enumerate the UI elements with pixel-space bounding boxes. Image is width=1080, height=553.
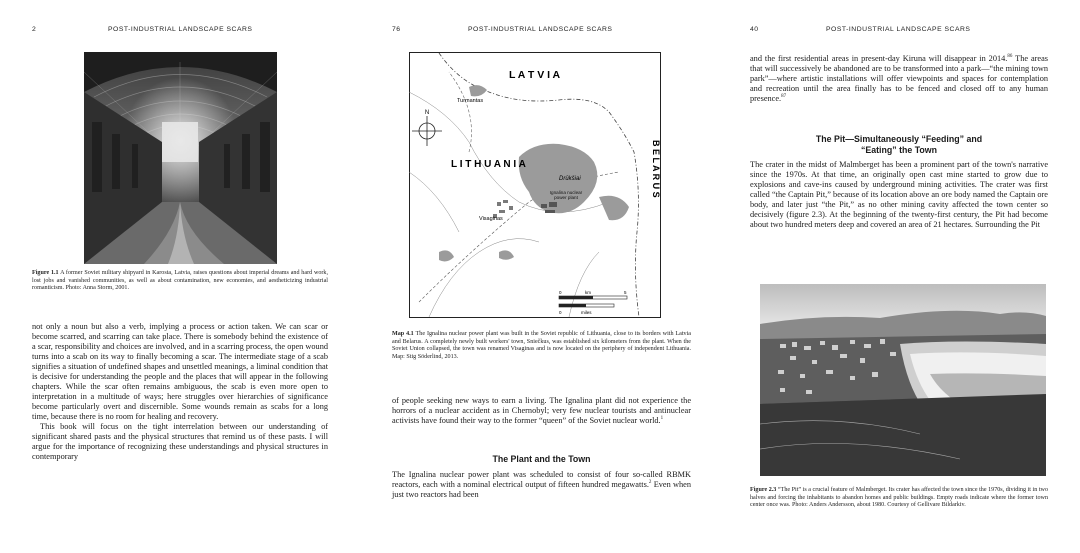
page-number: 40 bbox=[750, 26, 759, 33]
running-header bbox=[392, 26, 691, 38]
label-lake: Drūkšiai bbox=[559, 176, 581, 182]
figure-photo-shipyard bbox=[84, 52, 277, 264]
map-caption bbox=[392, 331, 691, 361]
paragraph: The crater in the midst of Malmberget has been a prominent part of the town's narrative since the 1970s. At that time, an originally open cast mine started to grow due to explosions and cave-ins caused by underground mining activities. The crater was first called “the Captain Pit,” because of its location above an ore body named the Captain ore body, and later just “the Pit,” as no other mining cavity affected the town center so decisively (figure 2.3). At the beginning of the twenty-first century, the Pit had become about two hundred meters deep and covered an area of 21 hectares. Surrounding the Pit bbox=[750, 160, 1048, 229]
paragraph: of people seeking new ways to earn a living. The Ignalina plant did not experience the horrors of a nuclear accident as in Chernobyl; very few nuclear tourists and antinuclear activists have found their way to the former “queen” of the Soviet nuclear world.$^1$ bbox=[392, 396, 691, 425]
paragraph: The Ignalina nuclear power plant was scheduled to consist of four so-called RBMK reactors, each with a nominal electrical output of fifteen hundred megawatts.$^2$ Even when just two reactors had been bbox=[392, 470, 692, 499]
header-title: POST-INDUSTRIAL LANDSCAPE SCARS bbox=[826, 26, 971, 33]
figure-caption bbox=[750, 487, 1048, 510]
page-right bbox=[750, 0, 1048, 553]
figure-caption bbox=[32, 270, 328, 293]
map-ignalina bbox=[409, 52, 661, 318]
paragraph: This book will focus on the tight interrelation between our understanding of significant shared pasts and the physical structures that remind us of these pasts. I will argue for the importance of recognizing these understandings and physical structures in contemporary bbox=[32, 422, 328, 461]
body-text bbox=[392, 470, 691, 500]
scale-five: 5 bbox=[624, 290, 627, 295]
section-heading: The Plant and the Town bbox=[492, 454, 591, 464]
label-lithuania: L I T H U A N I A bbox=[451, 159, 526, 170]
label-plant: Ignalina nuclear power plant bbox=[549, 190, 583, 200]
paragraph: not only a noun but also a verb, implying a process or action taken. We can scar or become scarred, and scarring can take place. There is somebody behind the existence of a scar, responsibility and choices are involved, and in a scarring process, the open wound turns into a scab on its way to finally becoming a scar. The intermediate stage of a scab signifies a situation of undefined shapes and unsettled meanings, a liminal condition that is decisive for understanding the people and the places that will appear in the following chapters. While the scar often remains ambiguous, the scab is even more open to interpretation in a multitude of ways; here struggles over hierarchies of significance become particularly overt and discernible. Some wounds remain as scabs for a long time, because there is no room for healing and recovery. bbox=[32, 322, 328, 421]
footnote-marker: 87 bbox=[781, 94, 787, 100]
section-heading-wrap bbox=[392, 454, 691, 465]
header-title: POST-INDUSTRIAL LANDSCAPE SCARS bbox=[108, 26, 253, 33]
page-number: 2 bbox=[32, 26, 37, 33]
north-label: N bbox=[424, 110, 430, 116]
header-title: POST-INDUSTRIAL LANDSCAPE SCARS bbox=[468, 26, 613, 33]
footnote-marker: 2 bbox=[648, 480, 652, 486]
body-text bbox=[750, 54, 1048, 104]
section-heading-line: The Pit—Simultaneously “Feeding” and bbox=[815, 134, 983, 144]
figure-photo-malmberget-pit bbox=[760, 284, 1046, 476]
label-belarus: B E L A R U S bbox=[651, 140, 661, 198]
body-text bbox=[392, 396, 691, 426]
scale-zero: 0 bbox=[559, 290, 562, 295]
running-header bbox=[32, 26, 328, 38]
section-heading-line: “Eating” the Town bbox=[860, 145, 938, 155]
label-visaginas: Visaginas bbox=[479, 216, 503, 222]
page-left bbox=[32, 0, 328, 553]
paragraph: and the first residential areas in present-day Kiruna will disappear in 2014.86 The areas that will successively be abandoned are to be transformed into a park—“the mining town park”—where artistic installations will offer viewpoints and spaces for contemplation and recreation until the area finally has to be fenced and closed off to any human presence.$^{87}$ bbox=[750, 54, 1048, 103]
footnote-marker: 1 bbox=[660, 416, 664, 422]
figure-label: Figure 1.1 bbox=[32, 270, 59, 276]
body-text bbox=[750, 160, 1048, 230]
running-header bbox=[750, 26, 1048, 38]
scale-km: km bbox=[585, 290, 591, 295]
page-number: 76 bbox=[392, 26, 401, 33]
label-latvia: L A T V I A bbox=[509, 69, 561, 81]
page-middle bbox=[392, 0, 691, 553]
footnote-marker: 86 bbox=[1007, 54, 1013, 60]
caption-text: A former Soviet military shipyard in Karosta, Latvia, raises questions about imperial dreams and hard work, lost jobs and vanished communities, as well as about contamination, new economies, and aestheticizing industrial romanticism. Photo: Anna Storm, 2001. bbox=[32, 270, 328, 292]
map-label: Map 4.1 bbox=[392, 331, 414, 337]
scale-zero: 0 bbox=[559, 310, 562, 315]
figure-label: Figure 2.3 bbox=[750, 487, 777, 493]
label-turmantas: Turmantas bbox=[457, 98, 484, 104]
caption-text: “The Pit” is a crucial feature of Malmberget. Its crater has affected the town since the 1970s, dividing it in two halves and forcing the inhabitants to abandon homes and public buildings. Empty roads indicate where the former town center once was. Photo: Anders Andersson, about 1980. Courtesy of Gellivare Bildarkiv. bbox=[750, 487, 1048, 509]
caption-text: The Ignalina nuclear power plant was built in the Soviet republic of Lithuania, close to its borders with Latvia and Belarus. A completely newly built workers' town, Sniečkus, was established six kilometers from the plant. When the Soviet Union collapsed, the town was renamed Visaginas and is now located on the periphery of independent Lithuania. Map: Stig Söderlind, 2013. bbox=[392, 331, 691, 360]
scale-miles: miles bbox=[581, 310, 592, 315]
section-heading-wrap bbox=[750, 134, 1048, 156]
body-text bbox=[32, 322, 328, 462]
